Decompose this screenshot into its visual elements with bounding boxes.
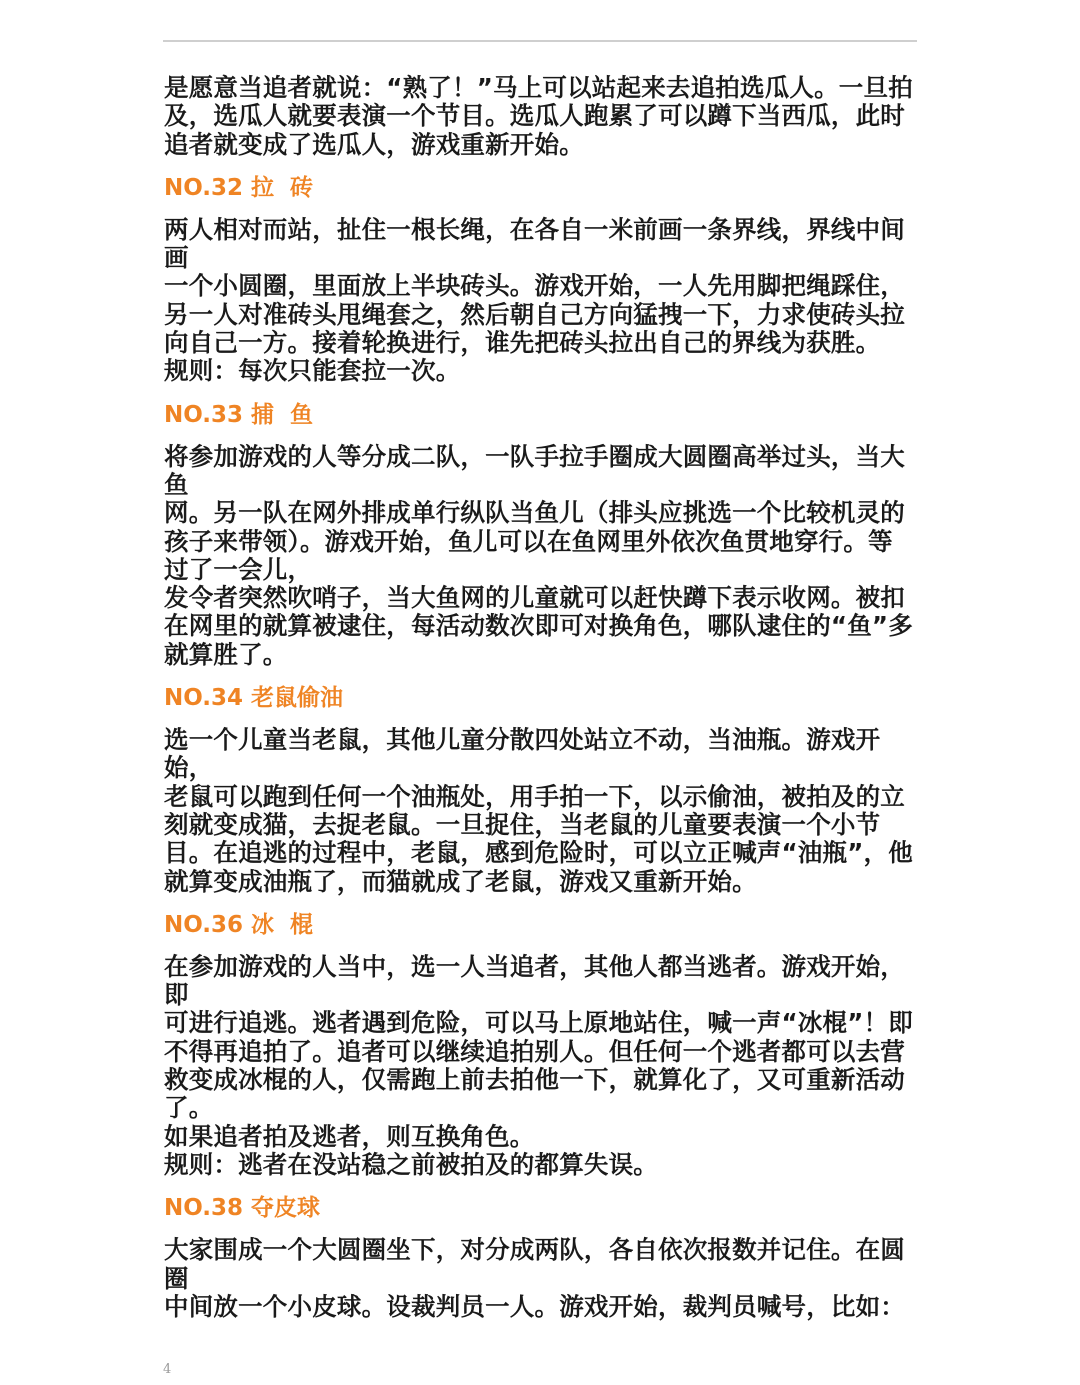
text-line: 一个小圆圈，里面放上半块砖头。游戏开始，一人先用脚把绳踩住， [164, 271, 905, 301]
section-heading-no32: NO.32 拉 砖 [164, 174, 314, 201]
section-paragraph-no36 [164, 953, 914, 1179]
text-line: 刻就变成猫，去捉老鼠。一旦捉住，当老鼠的儿童要表演一个小节 [164, 809, 881, 839]
text-line: 老鼠可以跑到任何一个油瓶处，用手拍一下，以示偷油，被拍及的立 [164, 781, 905, 811]
section-paragraph-no32 [164, 216, 914, 386]
text-line: 是愿意当追者就说：“熟了！”马上可以站起来去追拍选瓜人。一旦拍 [164, 73, 913, 102]
text-line: 就算变成油瓶了，而猫就成了老鼠，游戏又重新开始。 [164, 866, 757, 896]
section-paragraph-no33 [164, 443, 914, 669]
page-number: 4 [163, 1362, 172, 1377]
text-line: 另一人对准砖头甩绳套之，然后朝自己方向猛拽一下，力求使砖头拉 [164, 299, 905, 329]
text-line: 始， [164, 753, 214, 783]
text-line: 孩子来带领）。游戏开始，鱼儿可以在鱼网里外依次鱼贯地穿行。等 [164, 526, 893, 556]
text-line: 救变成冰棍的人，仅需跑上前去拍他一下，就算化了，又可重新活动 [164, 1065, 905, 1095]
text-line: 向自己一方。接着轮换进行，谁先把砖头拉出自己的界线为获胜。 [164, 328, 881, 358]
text-line: 及，选瓜人就要表演一个节目。选瓜人跑累了可以蹲下当西瓜，此时 [164, 101, 905, 131]
document-body [164, 74, 914, 1321]
text-line: 网。另一队在网外排成单行纵队当鱼儿（排头应挑选一个比较机灵的 [164, 498, 905, 528]
text-line: 不得再追拍了。追者可以继续追拍别人。但任何一个逃者都可以去营 [164, 1036, 905, 1066]
top-divider [163, 40, 917, 42]
text-line: 在参加游戏的人当中，选一人当追者，其他人都当逃者。游戏开始， [164, 951, 905, 981]
text-line: 了。 [164, 1093, 214, 1123]
intro-paragraph [164, 74, 914, 159]
section-paragraph-no38 [164, 1236, 914, 1321]
text-line: 选一个儿童当老鼠，其他儿童分散四处站立不动，当油瓶。游戏开 [164, 725, 881, 755]
text-line: 中间放一个小皮球。设裁判员一人。游戏开始，裁判员喊号，比如： [164, 1291, 905, 1321]
section-heading-no34: NO.34 老鼠偷油 [164, 685, 344, 712]
text-line: 两人相对而站，扯住一根长绳，在各自一米前画一条界线，界线中间 [164, 214, 905, 244]
text-line: 在网里的就算被逮住，每活动数次即可对换角色，哪队逮住的“鱼”多 [164, 611, 913, 641]
section-heading-no33: NO.33 捕 鱼 [164, 401, 314, 428]
text-line: 将参加游戏的人等分成二队，一队手拉手圈成大圆圈高举过头，当大 [164, 441, 905, 471]
text-line: 规则：每次只能套拉一次。 [164, 356, 461, 386]
text-line: 目。在追逃的过程中，老鼠，感到危险时，可以立正喊声“油瓶”，他 [164, 838, 913, 868]
text-line: 就算胜了。 [164, 639, 288, 669]
text-line: 鱼 [164, 469, 189, 499]
text-line: 画 [164, 243, 189, 273]
text-line: 过了一会儿， [164, 554, 313, 584]
text-line: 大家围成一个大圆圈坐下，对分成两队，各自依次报数并记住。在圆 [164, 1235, 905, 1265]
section-heading-no36: NO.36 冰 棍 [164, 911, 314, 938]
text-line: 规则：逃者在没站稳之前被拍及的都算失误。 [164, 1149, 658, 1179]
text-line: 发令者突然吹哨子，当大鱼网的儿童就可以赶快蹲下表示收网。被扣 [164, 583, 905, 613]
section-paragraph-no34 [164, 726, 914, 896]
text-line: 即 [164, 980, 189, 1010]
text-line: 可进行追逃。逃者遇到危险，可以马上原地站住，喊一声“冰棍”！即 [164, 1008, 913, 1038]
text-line: 如果追者拍及逃者，则互换角色。 [164, 1121, 535, 1151]
text-line: 圈 [164, 1263, 189, 1293]
section-heading-no38: NO.38 夺皮球 [164, 1195, 321, 1222]
text-line: 追者就变成了选瓜人，游戏重新开始。 [164, 129, 584, 159]
